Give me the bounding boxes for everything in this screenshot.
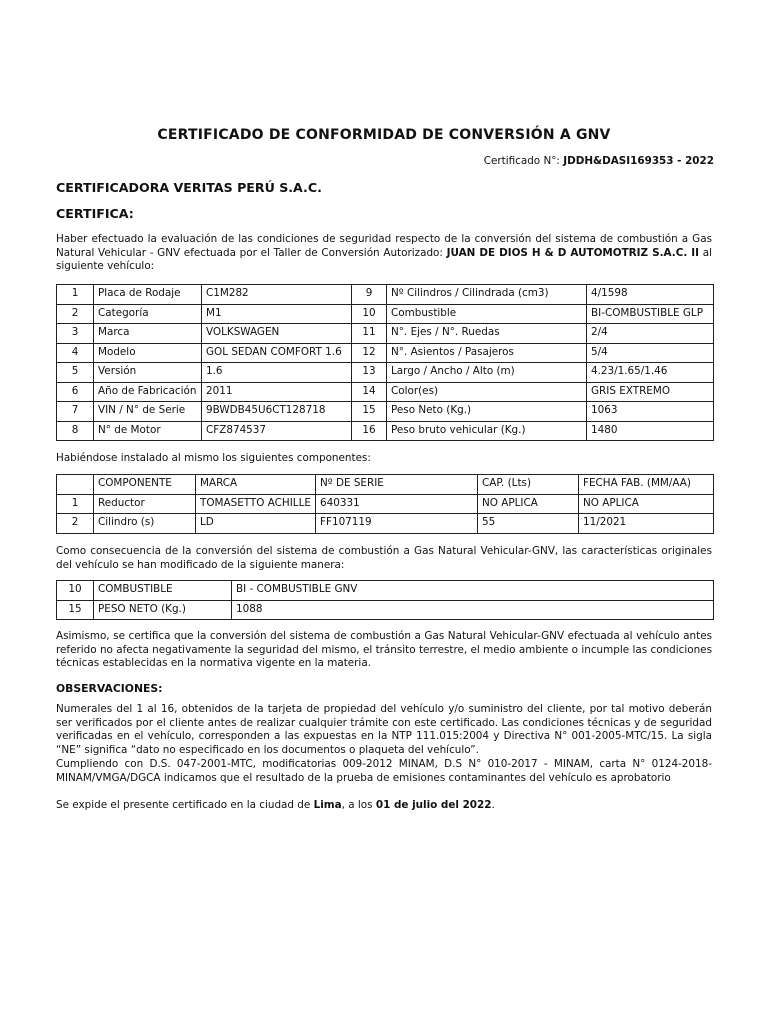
vehicle-row <box>57 363 714 383</box>
item-number: 15 <box>57 600 94 620</box>
column-header: Nº DE SERIE <box>316 475 478 495</box>
item-number: 14 <box>352 382 387 402</box>
intro-paragraph <box>56 233 712 274</box>
field-label: Año de Fabricación <box>94 382 202 402</box>
item-number: 3 <box>57 324 94 344</box>
item-number: 10 <box>57 581 94 601</box>
observations-paragraph-2: Cumpliendo con D.S. 047-2001-MTC, modificatorias 009-2012 MINAM, D.S N° 010-2017 - MINAM, carta N° 0124-2018-MINAM/VMGA/DGCA indicamos que el resultado de la prueba de emisiones contaminantes del vehículo es aprobatorio <box>56 757 712 784</box>
expedition-prefix: Se expide el presente certificado en la ciudad de <box>56 799 314 811</box>
item-number: 15 <box>352 402 387 422</box>
field-label: Color(es) <box>387 382 587 402</box>
consequence-paragraph: Como consecuencia de la conversión del sistema de combustión a Gas Natural Vehicular-GNV, las características originales del vehículo se han modificado de la siguiente manera: <box>56 545 712 571</box>
vehicle-row <box>57 285 714 305</box>
field-value: GOL SEDAN COMFORT 1.6 <box>202 343 352 363</box>
field-label: Categoría <box>94 304 202 324</box>
field-label: Peso Neto (Kg.) <box>387 402 587 422</box>
vehicle-row <box>57 421 714 441</box>
field-value: 1.6 <box>202 363 352 383</box>
intro-text: Haber efectuado la evaluación de las condiciones de seguridad respecto de la conversión del sistema de combustión a Gas Natural Vehicular - GNV efectuada por el Taller de Conversión Autorizado: <box>56 233 712 259</box>
column-header: CAP. (Lts) <box>478 475 579 495</box>
item-number: 6 <box>57 382 94 402</box>
item-number: 1 <box>57 285 94 305</box>
field-value: 2011 <box>202 382 352 402</box>
intro-tail: al siguiente vehículo: <box>56 246 713 273</box>
item-number: 4 <box>57 343 94 363</box>
certifica-heading: CERTIFICA: <box>56 206 134 221</box>
components-header-row <box>57 475 714 495</box>
expedition-suffix: . <box>491 799 495 811</box>
item-number: 7 <box>57 402 94 422</box>
field-label: VIN / N° de Serie <box>94 402 202 422</box>
components-intro: Habiéndose instalado al mismo los siguientes componentes: <box>56 452 371 464</box>
observations-heading: OBSERVACIONES: <box>56 682 163 695</box>
field-value: M1 <box>202 304 352 324</box>
column-header <box>57 475 94 495</box>
expedition-city: Lima <box>313 799 342 811</box>
item-number: 12 <box>352 343 387 363</box>
item-number: 13 <box>352 363 387 383</box>
component-cell: TOMASETTO ACHILLE <box>196 494 316 514</box>
vehicle-row <box>57 304 714 324</box>
component-cell: 640331 <box>316 494 478 514</box>
expedition-middle: , a los <box>341 799 376 811</box>
field-value: GRIS EXTREMO <box>587 382 714 402</box>
component-row <box>57 494 714 514</box>
modified-cell: BI - COMBUSTIBLE GNV <box>232 581 714 601</box>
vehicle-row <box>57 382 714 402</box>
field-value: 4.23/1.65/1.46 <box>587 363 714 383</box>
modified-cell: PESO NETO (Kg.) <box>94 600 232 620</box>
field-label: N°. Asientos / Pasajeros <box>387 343 587 363</box>
asimismo-paragraph: Asimismo, se certifica que la conversión del sistema de combustión a Gas Natural Vehicular-GNV efectuada al vehículo antes referido no afecta negativamente la seguridad del mismo, el tránsito terrestre, el medio ambiente o incumple las condiciones técnicas establecidas en la normativa vigente en la materia. <box>56 630 712 670</box>
field-label: Nº Cilindros / Cilindrada (cm3) <box>387 285 587 305</box>
field-label: N°. Ejes / N°. Ruedas <box>387 324 587 344</box>
field-label: Peso bruto vehicular (Kg.) <box>387 421 587 441</box>
field-value: C1M282 <box>202 285 352 305</box>
expedition-line <box>56 799 495 813</box>
modified-cell: 1088 <box>232 600 714 620</box>
column-header: MARCA <box>196 475 316 495</box>
component-cell: NO APLICA <box>579 494 714 514</box>
item-number: 9 <box>352 285 387 305</box>
field-value: 1480 <box>587 421 714 441</box>
item-number: 5 <box>57 363 94 383</box>
modified-row <box>57 581 714 601</box>
document-title: CERTIFICADO DE CONFORMIDAD DE CONVERSIÓN A GNV <box>157 127 611 143</box>
component-cell: Reductor <box>94 494 196 514</box>
item-number: 16 <box>352 421 387 441</box>
company-name: CERTIFICADORA VERITAS PERÚ S.A.C. <box>56 180 322 195</box>
vehicle-data-table <box>56 284 714 441</box>
component-cell: NO APLICA <box>478 494 579 514</box>
item-number: 10 <box>352 304 387 324</box>
modified-characteristics-table <box>56 580 714 620</box>
item-number: 1 <box>57 494 94 514</box>
item-number: 2 <box>57 514 94 534</box>
expedition-date: 01 de julio del 2022 <box>375 799 492 811</box>
field-value: CFZ874537 <box>202 421 352 441</box>
item-number: 8 <box>57 421 94 441</box>
observations-paragraph-1: Numerales del 1 al 16, obtenidos de la tarjeta de propiedad del vehículo y/o suministro del cliente, por tal motivo deberán ser verificados por el cliente antes de realizar cualquier trámite con este certificado. Las condiciones técnicas y de seguridad verificadas en el vehículo, corresponden a las expuestas en la NTP 111.015:2004 y Directiva N° 001-2005-MTC/15. La sigla “NE” significa “dato no especificado en los documentos o plaqueta del vehículo”. <box>56 703 712 757</box>
field-label: N° de Motor <box>94 421 202 441</box>
field-label: Versión <box>94 363 202 383</box>
vehicle-row <box>57 402 714 422</box>
certificate-number: JDDH&DASI169353 - 2022 <box>563 155 714 167</box>
components-table <box>56 474 714 534</box>
field-value: 4/1598 <box>587 285 714 305</box>
workshop-name: JUAN DE DIOS H & D AUTOMOTRIZ S.A.C. II <box>446 246 700 259</box>
item-number: 2 <box>57 304 94 324</box>
field-label: Combustible <box>387 304 587 324</box>
field-label: Marca <box>94 324 202 344</box>
field-value: 2/4 <box>587 324 714 344</box>
component-cell: 55 <box>478 514 579 534</box>
certificate-number-label: Certificado N°: <box>483 155 560 167</box>
field-value: BI-COMBUSTIBLE GLP <box>587 304 714 324</box>
certificate-number-line <box>484 155 714 169</box>
component-cell: FF107119 <box>316 514 478 534</box>
field-value: 9BWDB45U6CT128718 <box>202 402 352 422</box>
vehicle-row <box>57 324 714 344</box>
field-value: VOLKSWAGEN <box>202 324 352 344</box>
field-label: Placa de Rodaje <box>94 285 202 305</box>
vehicle-row <box>57 343 714 363</box>
column-header: FECHA FAB. (MM/AA) <box>579 475 714 495</box>
modified-cell: COMBUSTIBLE <box>94 581 232 601</box>
field-value: 1063 <box>587 402 714 422</box>
field-label: Modelo <box>94 343 202 363</box>
field-label: Largo / Ancho / Alto (m) <box>387 363 587 383</box>
observations-block <box>56 703 712 785</box>
item-number: 11 <box>352 324 387 344</box>
component-cell: Cilindro (s) <box>94 514 196 534</box>
component-cell: 11/2021 <box>579 514 714 534</box>
column-header: COMPONENTE <box>94 475 196 495</box>
component-cell: LD <box>196 514 316 534</box>
component-row <box>57 514 714 534</box>
modified-row <box>57 600 714 620</box>
field-value: 5/4 <box>587 343 714 363</box>
